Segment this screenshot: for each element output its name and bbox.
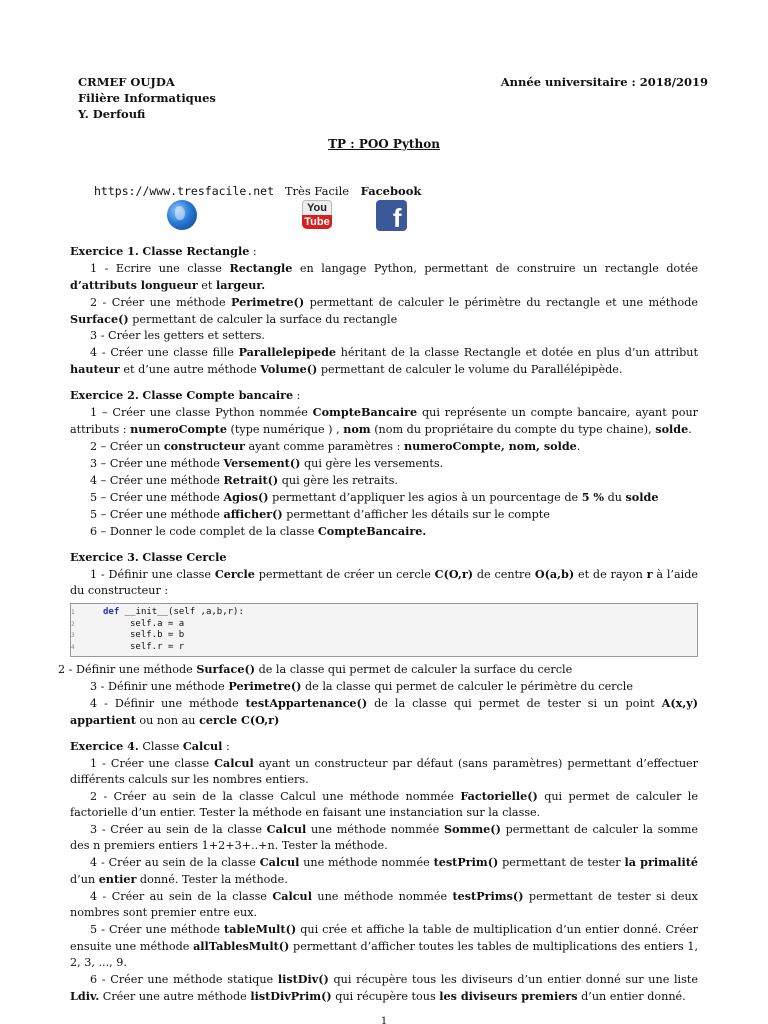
facebook-link[interactable]: [358, 184, 424, 231]
website-url[interactable]: https://www.tresfacile.net: [94, 184, 275, 198]
exercise-1-item-2: 2 - Créer une méthode Perimetre() permettant de calculer le périmètre du rectangle et une méthode Surface() permettant de calculer la surface du rectangle: [70, 295, 698, 326]
exercise-2-item-6: 5 – Créer une méthode afficher() permettant d’afficher les détails sur le compte: [90, 507, 550, 521]
exercise-4-item-7: 6 - Créer une méthode statique listDiv() qui récupère tous les diviseurs d’un entier donné sur une liste Ldiv. Créer une autre méthode listDivPrim() qui récupère tous les diviseurs premiers d’un entier donné.: [70, 972, 698, 1003]
exercise-4-item-1: 1 - Créer une classe Calcul ayant un constructeur par défaut (sans paramètres) permettant d’effectuer différents calculs sur les nombres entiers.: [70, 756, 698, 786]
code-block: [70, 603, 698, 657]
exercise-4-item-3: 3 - Créer au sein de la classe Calcul une méthode nommée Somme() permettant de calculer la somme des n premiers entiers 1+2+3+..+n. Tester la méthode.: [70, 822, 698, 852]
exercise-2-item-3: 3 – Créer une méthode Versement() qui gère les versements.: [90, 456, 444, 470]
facebook-icon[interactable]: f: [376, 200, 407, 231]
exercise-1-item-3: 3 - Créer les getters et setters.: [90, 329, 265, 342]
exercise-3-title: Exercice 3. Classe Cercle: [70, 550, 227, 564]
department-name: Filière Informatiques: [78, 91, 216, 105]
page-number: 1: [380, 1016, 388, 1024]
exercise-2-item-5: 5 – Créer une méthode Agios() permettant d’appliquer les agios à un pourcentage de 5 % du solde: [90, 490, 659, 504]
website-link[interactable]: [94, 184, 275, 230]
exercise-4-item-2: 2 - Créer au sein de la classe Calcul une méthode nommée Factorielle() qui permet de calculer le factorielle d’un entier. Tester la méthode en faisant une instanciation sur la classe.: [70, 789, 699, 819]
code-line: 1 def __init__(self ,a,b,r):: [71, 607, 244, 617]
exercise-4-item-4: 4 - Créer au sein de la classe Calcul une méthode nommée testPrim() permettant de tester la primalité d’un entier donné. Tester la méthode.: [70, 855, 698, 886]
academic-year: Année universitaire : 2018/2019: [500, 75, 708, 89]
author-name: Y. Derfoufi: [78, 107, 146, 121]
exercise-3-item-4: 4 - Définir une méthode testAppartenance() de la classe qui permet de tester si un point A(x,y) appartient ou non au cercle C(O,r): [70, 696, 699, 727]
resource-links: [0, 184, 768, 236]
exercises-content: [58, 243, 699, 1005]
exercise-2-item-1: 1 – Créer une classe Python nommée CompteBancaire qui représente un compte bancaire, ayant pour attributs : numeroCompte (type numérique ) , nom (nom du propriétaire du compte du type chaine), solde.: [70, 405, 698, 436]
exercise-2-item-4: 4 – Créer une méthode Retrait() qui gère les retraits.: [90, 473, 398, 487]
institution-name: CRMEF OUJDA: [78, 75, 175, 89]
youtube-link[interactable]: [282, 184, 352, 229]
exercise-2-item-2: 2 – Créer un constructeur ayant comme paramètres : numeroCompte, nom, solde.: [90, 439, 581, 453]
exercise-2-title: Exercice 2. Classe Compte bancaire :: [70, 388, 301, 402]
page-title: TP : POO Python: [328, 137, 440, 151]
document-header: [78, 74, 710, 122]
exercise-3-item-1: 1 - Définir une classe Cercle permettant de créer un cercle C(O,r) de centre O(a,b) et de rayon r à l’aide du constructeur :: [70, 567, 698, 597]
exercise-4-item-6: 5 - Créer une méthode tableMult() qui crée et affiche la table de multiplication d’un entier donné. Créer ensuite une méthode allTablesMult() permettant d’afficher toutes les tables de multiplications des entiers 1, 2, 3, ..., 9.: [70, 922, 698, 969]
globe-icon[interactable]: [167, 200, 197, 230]
exercise-1-title: Exercice 1. Classe Rectangle :: [70, 244, 257, 258]
facebook-label[interactable]: Facebook: [360, 184, 422, 198]
exercise-4-item-5: 4 - Créer au sein de la classe Calcul une méthode nommée testPrims() permettant de tester si deux nombres sont premier entre eux.: [70, 889, 698, 919]
exercise-1-item-1: 1 - Ecrire une classe Rectangle en langage Python, permettant de construire un rectangle dotée d’attributs longueur et largeur.: [70, 261, 698, 292]
code-line: 3 self.b = b: [71, 630, 185, 640]
exercise-4-title: Exercice 4. Classe Calcul :: [70, 739, 230, 753]
exercise-3-item-2: 2 - Définir une méthode Surface() de la classe qui permet de calculer la surface du cercle: [58, 662, 573, 676]
youtube-label[interactable]: Très Facile: [284, 184, 350, 198]
exercise-1-item-4: 4 - Créer une classe fille Parallelepipede héritant de la classe Rectangle et dotée en plus d’un attribut hauteur et d’une autre méthode Volume() permettant de calculer le volume du Parallélépipède.: [70, 345, 698, 376]
exercise-3-item-3: 3 - Définir une méthode Perimetre() de la classe qui permet de calculer le périmètre du cercle: [90, 679, 633, 693]
code-line: 4 self.r = r: [71, 641, 185, 652]
youtube-icon[interactable]: You Tube: [302, 200, 332, 229]
exercise-2-item-7: 6 – Donner le code complet de la classe CompteBancaire.: [90, 524, 427, 538]
code-line: 2 self.a = a: [71, 618, 185, 629]
